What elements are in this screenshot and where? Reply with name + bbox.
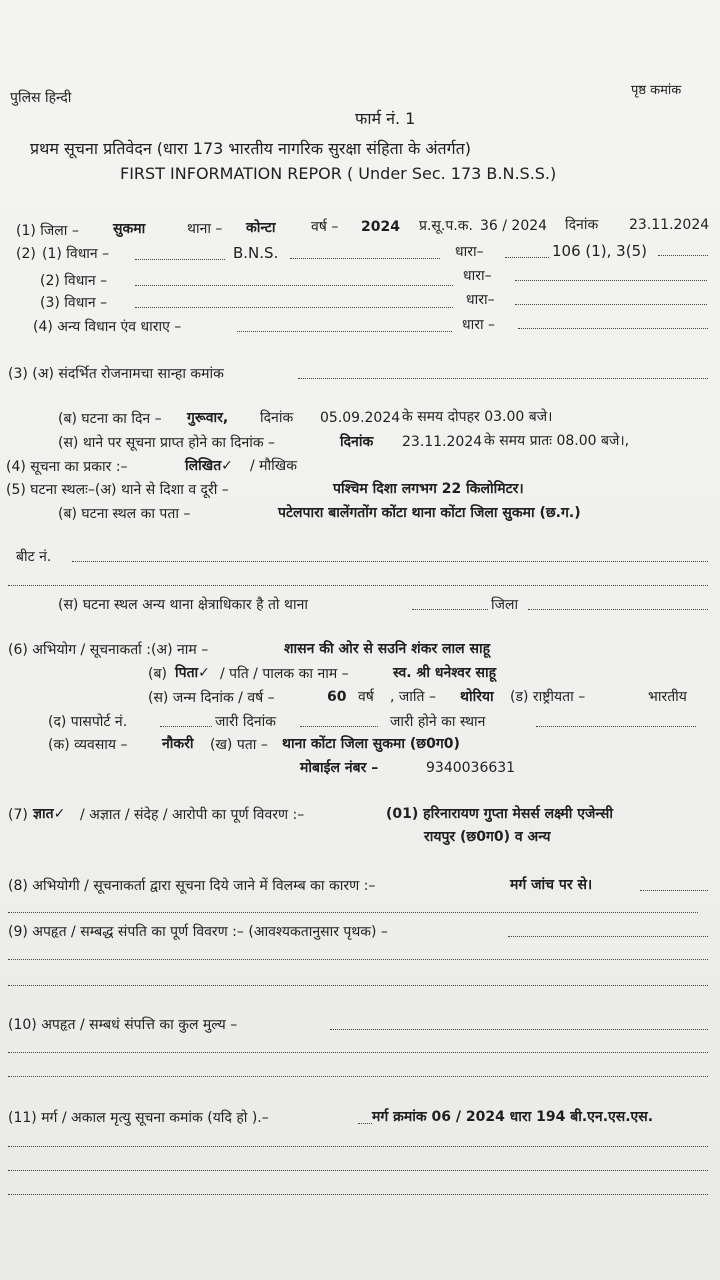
complainant-name-label: (6) अभियोग / सूचनाकर्ता :(अ) नाम – <box>8 642 209 658</box>
act-2-section-dots <box>515 280 707 281</box>
acts-prefix: (2) <box>16 246 36 262</box>
incident-direction-label: (5) घटना स्थलः–(अ) थाने से दिशा व दूरी – <box>6 482 229 498</box>
other-jurisdiction-label: (स) घटना स्थल अन्य थाना क्षेत्राधिकार है तो थाना <box>58 597 308 613</box>
department-label: पुलिस हिन्दी <box>10 90 72 106</box>
accused-prefix: (7) <box>8 807 28 823</box>
page-number-label: पृष्ठ कमांक <box>631 83 682 98</box>
accused-label: / अज्ञात / संदेह / आरोपी का पूर्ण विवरण :– <box>80 807 305 823</box>
district-value: सुकमा <box>113 221 146 237</box>
act-3-section-label: धारा– <box>466 292 495 308</box>
other-district-label: जिला <box>491 597 519 613</box>
act-4-section-dots <box>518 328 708 329</box>
other-district-dots <box>528 609 708 610</box>
accused-known: ज्ञात✓ <box>33 806 66 822</box>
report-date-value: 23.11.2024 <box>402 434 483 450</box>
father-prefix: (ब) <box>148 666 167 682</box>
property-dots-2 <box>8 959 708 960</box>
nationality-value: भारतीय <box>648 689 687 705</box>
delay-dots-1 <box>640 890 708 891</box>
act-1-dots-section <box>505 257 549 258</box>
incident-day-label: (ब) घटना का दिन – <box>58 411 162 427</box>
act-3-section-dots <box>515 304 707 305</box>
marg-label: (11) मर्ग / अकाल मृत्यु सूचना कमांक (यदि हो ).– <box>8 1110 269 1126</box>
birth-year-label: (स) जन्म दिनांक / वर्ष – <box>148 690 275 706</box>
act-1-label: (1) विधान – <box>42 246 110 262</box>
title-english: FIRST INFORMATION REPOR ( Under Sec. 173 B.N.S.S.) <box>120 164 557 183</box>
property-dots-1 <box>508 936 708 937</box>
age-unit: वर्ष <box>358 689 374 705</box>
fir-date-value: 23.11.2024 <box>629 217 710 233</box>
marg-dots-4 <box>8 1194 708 1195</box>
incident-date-value: 05.09.2024 <box>320 410 401 426</box>
act-1-dots-mid <box>290 258 440 259</box>
address-value: थाना कोंटा जिला सुकमा (छ0ग0) <box>282 736 460 752</box>
beat-dots <box>72 561 708 562</box>
incident-date-label: दिनांक <box>260 410 294 426</box>
mobile-value: 9340036631 <box>426 760 516 776</box>
act-4-dots <box>237 331 452 332</box>
delay-reason-label: (8) अभियोगी / सूचनाकर्ता द्वारा सूचना दिये जाने में विलम्ब का कारण :– <box>8 878 376 894</box>
info-type-label: (4) सूचना का प्रकार :– <box>6 459 128 475</box>
beat-dots-2 <box>8 585 708 586</box>
act-2-dots <box>135 285 453 286</box>
report-received-label: (स) थाने पर सूचना प्राप्त होने का दिनांक – <box>58 435 276 451</box>
caste-label: , जाति – <box>390 689 436 705</box>
fir-date-label: दिनांक <box>565 217 599 233</box>
delay-reason-value: मर्ग जांच पर से। <box>510 877 593 893</box>
delay-dots-2 <box>8 912 698 913</box>
passport-place-label: जारी होने का स्थान <box>390 714 486 730</box>
act-2-label: (2) विधान – <box>40 273 108 289</box>
form-number: फार्म नं. 1 <box>355 109 416 128</box>
passport-dots <box>160 726 212 727</box>
property-value-dots-2 <box>8 1052 708 1053</box>
thana-label: थाना – <box>187 221 223 237</box>
act-2-section-label: धारा– <box>463 268 492 284</box>
incident-address-value: पटेलपारा बालेंगतोंग कोंटा थाना कोंटा जिला सुकमा (छ.ग.) <box>278 505 581 521</box>
act-1-section-label: धारा– <box>455 244 484 260</box>
father-option: पिता✓ <box>175 665 210 681</box>
act-1-dots-left <box>135 259 225 260</box>
incident-address-label: (ब) घटना स्थल का पता – <box>58 506 191 522</box>
other-thana-dots <box>412 609 488 610</box>
title-hindi: प्रथम सूचना प्रतिवेदन (धारा 173 भारतीय नागरिक सुरक्षा संहिता के अंतर्गत) <box>30 139 472 158</box>
info-type-oral: / मौखिक <box>250 458 297 474</box>
act-4-label: (4) अन्य विधान एंव धाराए – <box>33 319 182 335</box>
marg-dots-lead <box>358 1123 372 1124</box>
property-value-dots-3 <box>8 1076 708 1077</box>
passport-label: (द) पासपोर्ट नं. <box>48 714 128 730</box>
district-label: (1) जिला – <box>16 223 79 239</box>
thana-value: कोन्टा <box>246 220 276 236</box>
incident-time: के समय दोपहर 03.00 बजे। <box>402 409 553 425</box>
nationality-label: (ड) राष्ट्रीयता – <box>510 689 586 705</box>
property-value-label: (10) अपहृत / सम्बधं संपत्ति का कुल मुल्य – <box>8 1017 238 1033</box>
passport-place-dots <box>536 726 696 727</box>
accused-value-line1: (01) हरिनारायण गुप्ता मेसर्स लक्ष्मी एजेन्सी <box>386 806 613 822</box>
act-1-value: B.N.S. <box>233 244 279 262</box>
address-label: (ख) पता – <box>210 737 268 753</box>
property-dots-3 <box>8 985 708 986</box>
report-date-label: दिनांक <box>340 434 374 450</box>
complainant-name-value: शासन की ओर से सउनि शंकर लाल साहू <box>284 641 491 657</box>
marg-dots-2 <box>8 1146 708 1147</box>
act-3-label: (3) विधान – <box>40 295 108 311</box>
occupation-value: नौकरी <box>162 736 194 752</box>
passport-issue-dots <box>300 726 378 727</box>
fir-number-label: प्र.सू.प.क. <box>419 218 473 234</box>
act-4-section-label: धारा – <box>462 317 496 333</box>
roznamcha-label: (3) (अ) संदर्भित रोजनामचा सान्हा कमांक <box>8 366 224 382</box>
report-time: के समय प्रातः 08.00 बजे।, <box>484 433 630 449</box>
passport-issue-label: जारी दिनांक <box>215 714 277 730</box>
act-1-section: 106 (1), 3(5) <box>552 242 647 260</box>
fir-number-value: 36 / 2024 <box>480 218 548 234</box>
marg-dots-3 <box>8 1170 708 1171</box>
act-3-dots <box>135 307 453 308</box>
marg-value: मर्ग क्रमांक 06 / 2024 धारा 194 बी.एन.एस.एस. <box>372 1109 654 1125</box>
property-details-label: (9) अपहृत / सम्बद्ध संपति का पूर्ण विवरण :– (आवश्यकतानुसार पृथक) – <box>8 924 388 940</box>
mobile-label: मोबाईल नंबर – <box>300 760 379 776</box>
incident-direction-value: पश्चिम दिशा लगभग 22 किलोमिटर। <box>333 481 524 497</box>
accused-value-line2: रायपुर (छ0ग0) व अन्य <box>424 829 551 845</box>
father-name-value: स्व. श्री धनेश्वर साहू <box>393 665 497 681</box>
info-type-value: लिखित✓ <box>185 458 233 474</box>
age-value: 60 <box>327 689 347 705</box>
caste-value: थोरिया <box>460 689 494 705</box>
beat-label: बीट नं. <box>16 549 52 565</box>
occupation-label: (क) व्यवसाय – <box>48 737 128 753</box>
father-name-label: / पति / पालक का नाम – <box>220 666 349 682</box>
year-value: 2024 <box>361 219 400 235</box>
property-value-dots-1 <box>330 1029 708 1030</box>
year-label: वर्ष – <box>311 219 339 235</box>
roznamcha-dots <box>298 378 708 379</box>
incident-day-value: गुरूवार, <box>187 410 229 426</box>
act-1-dots-end <box>658 255 708 256</box>
